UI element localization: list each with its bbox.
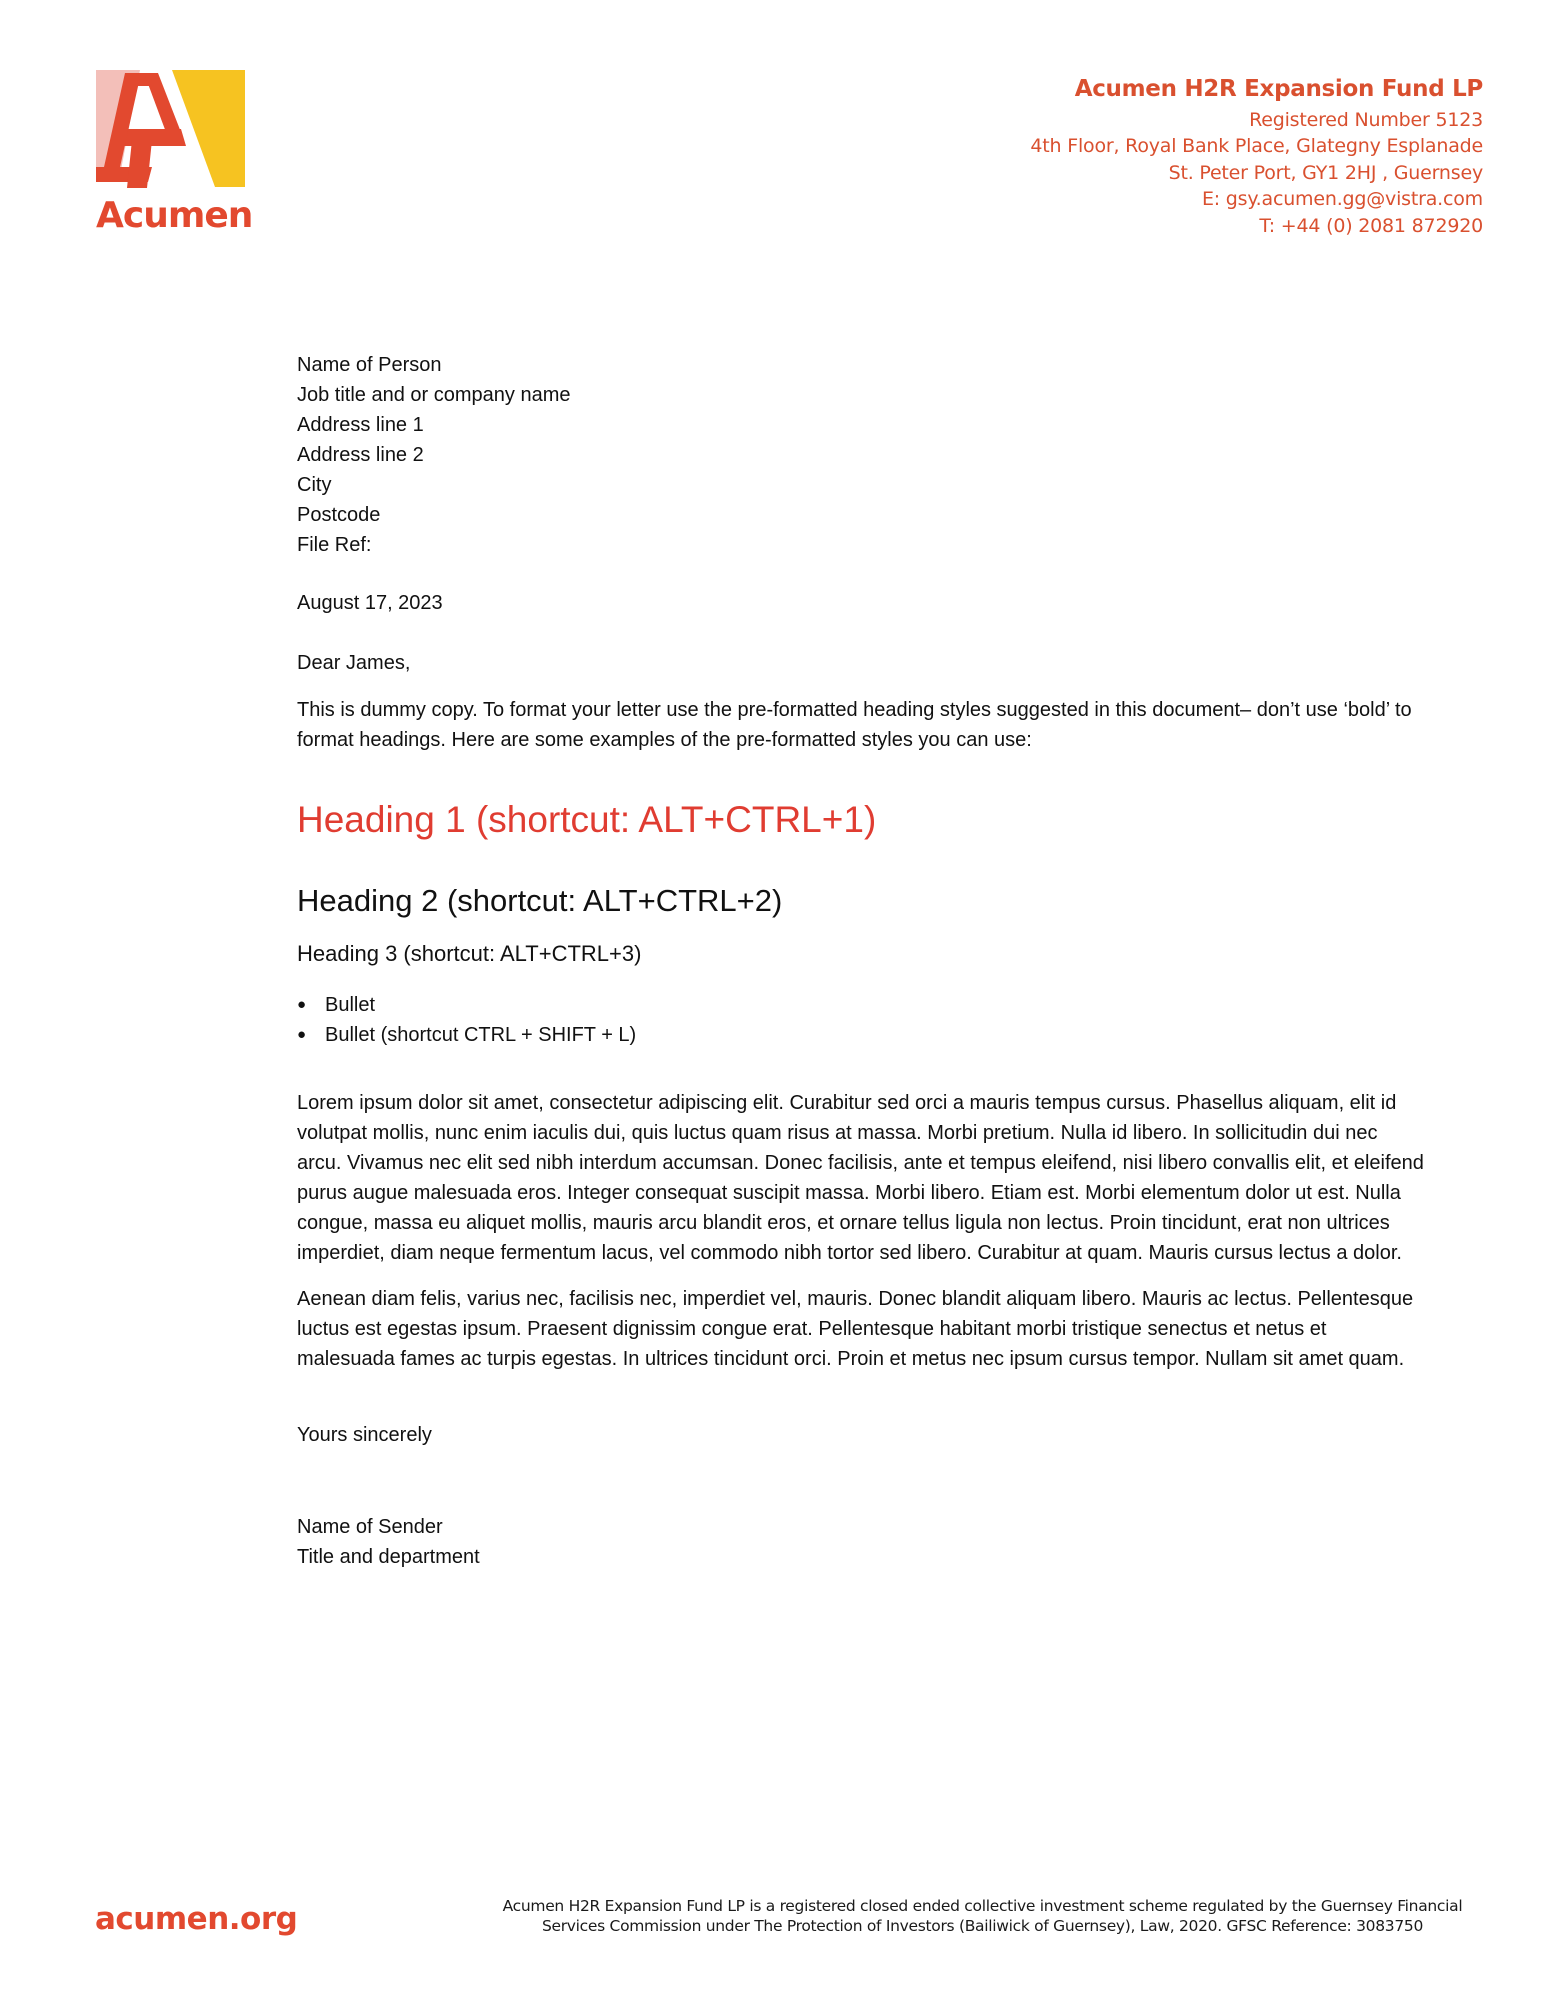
fund-name: Acumen H2R Expansion Fund LP: [1074, 76, 1483, 102]
list-item: [297, 1020, 1425, 1050]
recipient-postcode: Postcode: [297, 504, 381, 526]
file-ref: File Ref:: [297, 534, 372, 556]
list-item: [297, 990, 1425, 1020]
footer-website: acumen.org: [95, 1901, 298, 1937]
acumen-logo: [96, 70, 266, 234]
heading-1-example: Heading 1 (shortcut: ALT+CTRL+1): [297, 799, 877, 840]
signoff: Yours sincerely: [297, 1424, 432, 1446]
recipient-address-line-1: Address line 1: [297, 414, 424, 436]
acumen-logo-icon: [96, 70, 245, 188]
recipient-name: Name of Person: [297, 354, 442, 376]
sender-contact-block: [1030, 76, 1483, 239]
acumen-wordmark: Acumen: [96, 195, 253, 236]
recipient-job-title: Job title and or company name: [297, 384, 571, 406]
body-paragraph-1: Lorem ipsum dolor sit amet, consectetur adipiscing elit. Curabitur sed orci a mauris tempus cursus. Phasellus aliquam, elit id volutpat mollis, nunc enim iaculis dui, quis luctus quam risus at massa. Morbi pretium. Nulla id libero. In sollicitudin dui nec arcu. Vivamus nec elit sed nibh interdum accumsan. Donec facilisis, ante et tempus eleifend, nisi libero convallis elit, et eleifend purus augue malesuada eros. Integer consequat suscipit massa. Morbi libero. Etiam est. Morbi elementum dolor ut est. Nulla congue, massa eu aliquet mollis, mauris arcu blandit eros, et ornare tellus ligula non lectus. Proin tincidunt, erat non ultrices imperdiet, diam neque fermentum lacus, vel commodo nibh tortor sed libero. Curabitur at quam. Mauris cursus lectus a dolor.: [297, 1092, 1424, 1264]
intro-paragraph: This is dummy copy. To format your letter use the pre-formatted heading styles suggested in this document– don’t use ‘bold’ to format headings. Here are some examples of the pre-formatted styles you can use:: [297, 699, 1412, 751]
contact-phone: T: +44 (0) 2081 872920: [1259, 214, 1483, 237]
bullet-list: [297, 990, 1425, 1050]
address-street: 4th Floor, Royal Bank Place, Glategny Esplanade: [1030, 135, 1483, 157]
footer-legal-text: Acumen H2R Expansion Fund LP is a registered closed ended collective investment scheme regulated by the Guernsey Financial Services Commission under The Protection of Investors (Bailiwick of Guernsey), Law, 2020. GFSC Reference: 3083750: [502, 1897, 1463, 1935]
body-paragraph-2: Aenean diam felis, varius nec, facilisis nec, imperdiet vel, mauris. Donec blandit aliquam libero. Mauris ac lectus. Pellentesque luctus est egestas ipsum. Praesent dignissim congue erat. Pellentesque habitant morbi tristique senectus et netus et malesuada fames ac turpis egestas. In ultrices tincidunt orci. Proin et metus nec ipsum cursus tempor. Nullam sit amet quam.: [297, 1288, 1414, 1370]
recipient-block: [297, 350, 1425, 560]
recipient-address-line-2: Address line 2: [297, 444, 424, 466]
sender-name: Name of Sender: [297, 1516, 443, 1538]
address-city: St. Peter Port, GY1 2HJ , Guernsey: [1168, 161, 1483, 184]
registered-number: Registered Number 5123: [1249, 108, 1483, 131]
heading-2-example: Heading 2 (shortcut: ALT+CTRL+2): [297, 883, 783, 918]
bullet-dot-icon: ●: [297, 996, 307, 1013]
bullet-text: Bullet (shortcut CTRL + SHIFT + L): [325, 1024, 637, 1046]
bullet-text: Bullet: [325, 994, 376, 1016]
heading-3-example: Heading 3 (shortcut: ALT+CTRL+3): [297, 941, 642, 966]
sender-block: [297, 1512, 1425, 1572]
letter-date: August 17, 2023: [297, 592, 443, 614]
letter-body: [297, 350, 1425, 1572]
bullet-dot-icon: ●: [297, 1026, 307, 1043]
salutation: Dear James,: [297, 652, 411, 674]
sender-title: Title and department: [297, 1546, 480, 1568]
recipient-city: City: [297, 474, 332, 496]
contact-email: E: gsy.acumen.gg@vistra.com: [1201, 188, 1483, 210]
